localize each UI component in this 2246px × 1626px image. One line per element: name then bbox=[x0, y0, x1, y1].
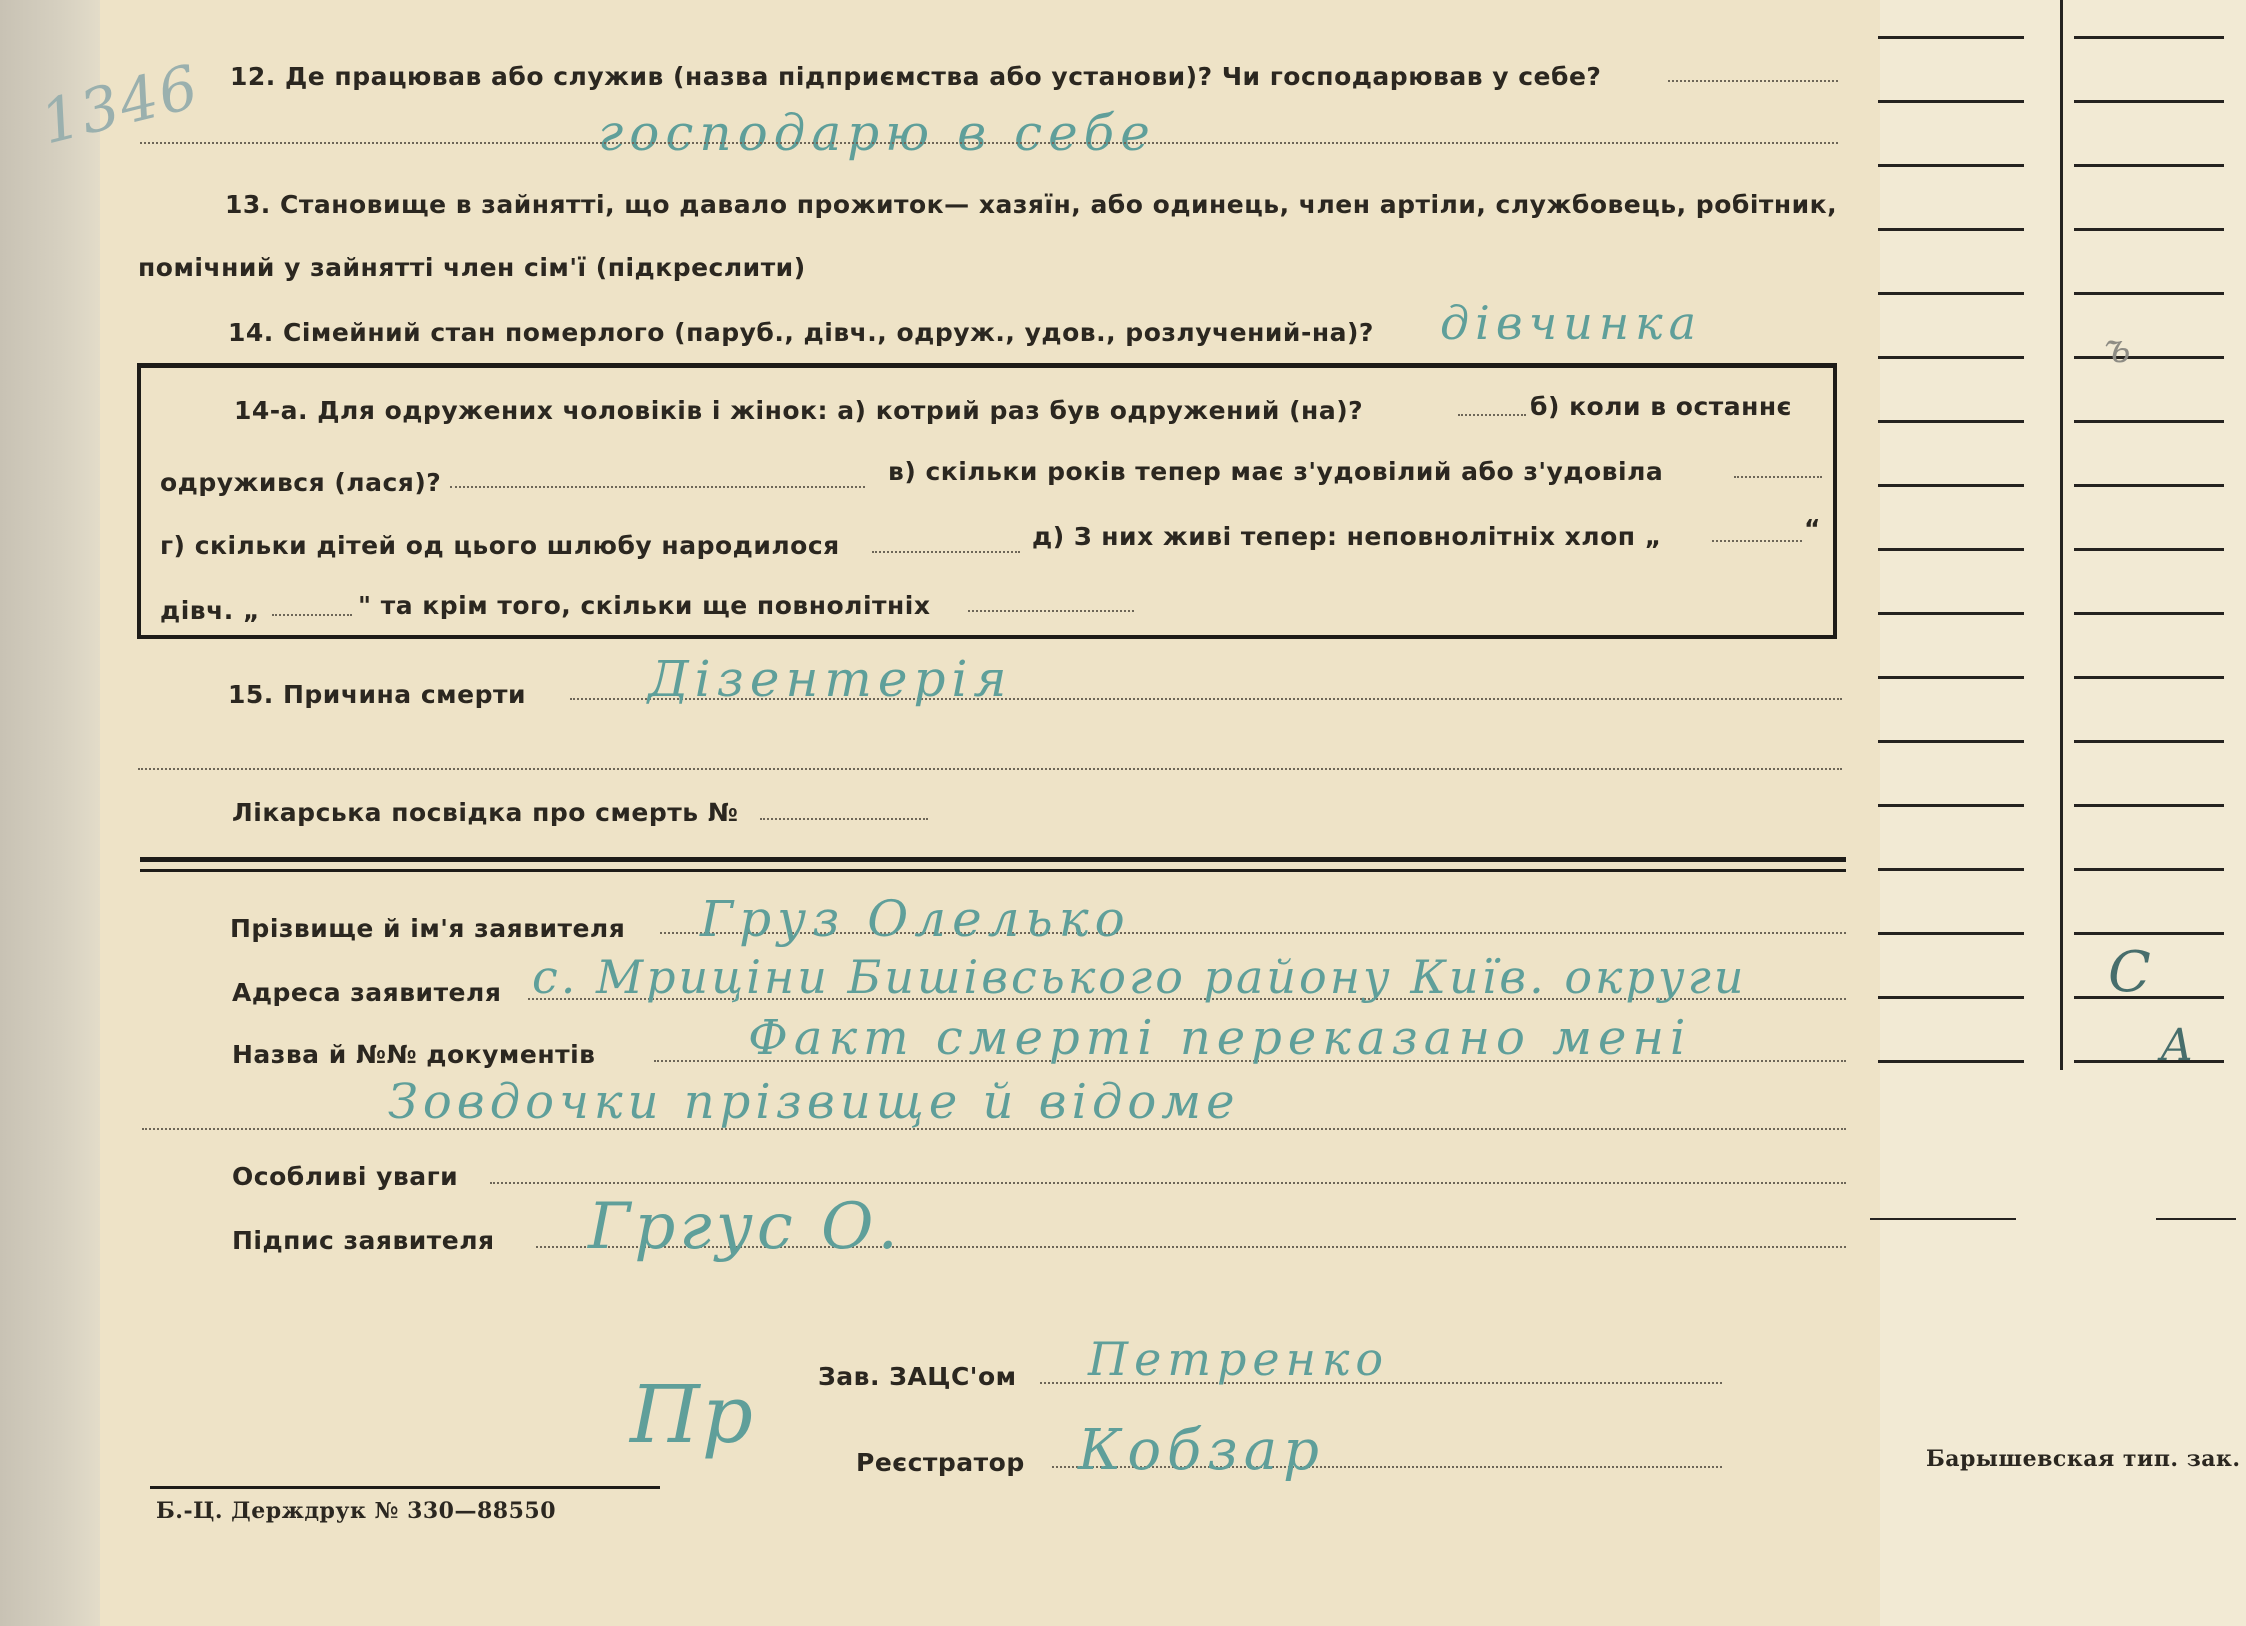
margin-initials: Пр bbox=[630, 1368, 755, 1461]
q14a-line4a: дівч. „ bbox=[160, 596, 260, 625]
q14a-line1b: б) коли в останнє bbox=[1530, 392, 1793, 421]
q14a-dot-c bbox=[1734, 476, 1822, 478]
documents-line2 bbox=[142, 1128, 1846, 1130]
q12-answer-line bbox=[140, 142, 1838, 144]
section-rule-bottom bbox=[140, 869, 1846, 872]
printer-imprint-left: Б.-Ц. Держдрук № 330—88550 bbox=[156, 1498, 557, 1524]
documents-value-line2: Зовдочки прізвище й відоме bbox=[388, 1074, 1240, 1130]
documents-value-line1: Факт смерті переказано мені bbox=[748, 1010, 1692, 1066]
q12-dotline bbox=[1668, 80, 1838, 82]
right-mark-2: С bbox=[2108, 940, 2151, 1005]
death-certificate-line bbox=[760, 818, 928, 820]
q14-label: 14. Сімейний стан померлого (паруб., дівч., одруж., удов., розлучений-на)? bbox=[228, 318, 1374, 347]
printer-imprint-right: Барышевская тип. зак. bbox=[1926, 1446, 2241, 1472]
applicant-address-label: Адреса заявителя bbox=[232, 978, 502, 1007]
q14a-line3a: г) скільки дітей од цього шлюбу народилося bbox=[160, 531, 840, 560]
q15-answer-line2 bbox=[138, 768, 1842, 770]
attached-sheet bbox=[1880, 0, 2246, 1626]
head-signature: Петренко bbox=[1088, 1332, 1390, 1386]
section-rule-top bbox=[140, 857, 1846, 862]
q12-answer: господарю в себе bbox=[598, 104, 1156, 162]
q14a-dot-g bbox=[968, 610, 1134, 612]
applicant-name-label: Прізвище й ім'я заявителя bbox=[230, 914, 626, 943]
death-certificate-label: Лікарська посвідка про смерть № bbox=[232, 798, 739, 827]
registrar-signature: Кобзар bbox=[1078, 1418, 1326, 1483]
q14a-dot-f bbox=[272, 614, 352, 616]
footer-rule bbox=[150, 1486, 660, 1489]
q14a-dot-d bbox=[872, 551, 1020, 553]
q14a-line4b: " та крім того, скільки ще повнолітніх bbox=[358, 591, 931, 620]
notes-label: Особливі уваги bbox=[232, 1162, 459, 1191]
right-mark-1: ъ bbox=[2104, 326, 2131, 372]
right-mark-3: А bbox=[2160, 1020, 2194, 1071]
q15-answer: Дізентерія bbox=[648, 650, 1013, 708]
margin-stamp-number: 1346 bbox=[33, 51, 207, 159]
q14a-line3b: д) З них живі тепер: неповнолітніх хлоп „ bbox=[1032, 522, 1662, 551]
right-sheet-divider bbox=[2060, 0, 2063, 1070]
q14a-dot-b bbox=[450, 486, 865, 488]
q14a-dot-e bbox=[1712, 540, 1802, 542]
documents-label: Назва й №№ документів bbox=[232, 1040, 596, 1069]
notes-line bbox=[490, 1182, 1846, 1184]
q14a-dot-a bbox=[1458, 414, 1526, 416]
q14a-line2a: одружився (лася)? bbox=[160, 468, 442, 497]
q12-label: 12. Де працював або служив (назва підприємства або установи)? Чи господарював у себе? bbox=[230, 62, 1602, 91]
q14a-line3c: “ bbox=[1804, 514, 1821, 543]
signature-label: Підпис заявителя bbox=[232, 1226, 495, 1255]
applicant-signature: Гргус О. bbox=[588, 1190, 902, 1264]
q13-line2: помічний у зайнятті член сім'ї (підкреслити) bbox=[138, 253, 806, 282]
q15-label: 15. Причина смерти bbox=[228, 680, 526, 709]
q14a-line1a: 14-а. Для одружених чоловіків і жінок: а) котрий раз був одружений (на)? bbox=[234, 396, 1364, 425]
q13-line1: 13. Становище в зайнятті, що давало прожиток— хазяїн, або одинець, член артіли, службовець, робітник, bbox=[225, 190, 1838, 219]
head-label: Зав. ЗАЦС'ом bbox=[818, 1362, 1017, 1391]
left-gutter bbox=[0, 0, 100, 1626]
registrar-label: Реєстратор bbox=[856, 1448, 1025, 1477]
q14-answer: дівчинка bbox=[1440, 296, 1703, 350]
applicant-address-value: с. Мриціни Бишівського району Київ. округи bbox=[532, 950, 1747, 1004]
q14a-line2b: в) скільки років тепер має з'удовілий або з'удовіла bbox=[888, 457, 1664, 486]
applicant-name-value: Груз Олелько bbox=[700, 890, 1131, 948]
